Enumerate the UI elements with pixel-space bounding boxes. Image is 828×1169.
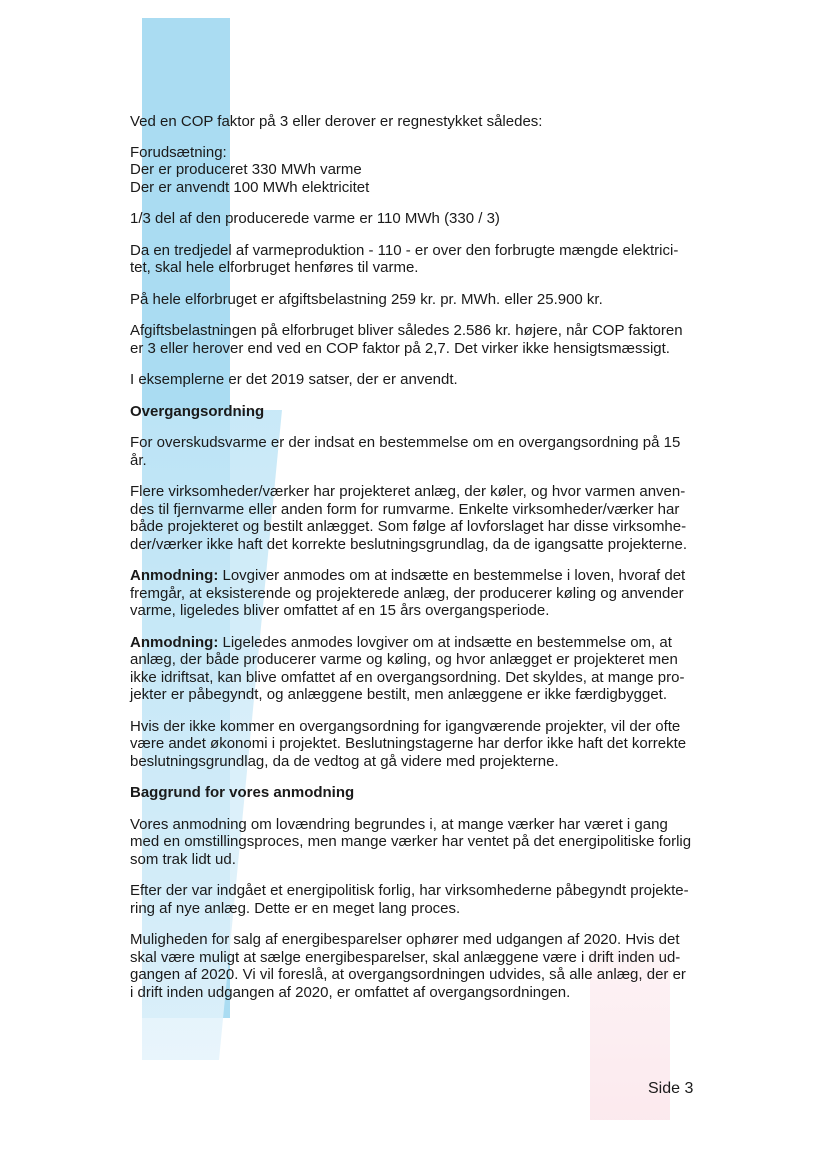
request-label: Anmodning: — [130, 567, 219, 584]
paragraph-burden-line: er 3 eller herover end ved en COP faktor på 2,7. Det virker ikke hensigtsmæssigt. — [130, 339, 670, 357]
paragraph-bg3-line: Muligheden for salg af energibesparelser ophører med udgangen af 2020. Hvis det — [130, 931, 680, 948]
paragraph-request2-line: jekter er påbegyndt, og anlæggene bestilt, men anlæggene er ikke færdigbygget. — [130, 686, 668, 703]
paragraph-surplus-line: For overskudsvarme er der indsat en bestemmelse om en overgangsordning på 15 — [130, 434, 681, 451]
heading-transition: Overgangsordning — [130, 402, 265, 420]
paragraph-companies-line: både projekteret og bestilt anlægget. Som følge af lovforslaget har disse virksomhe- — [130, 518, 687, 535]
paragraph-if-line: beslutningsgrundlag, da de vedtog at gå videre med projekterne. — [130, 752, 559, 770]
paragraph-third-line: Da en tredjedel af varmeproduktion - 110 - er over den forbrugte mængde elektrici- — [130, 241, 679, 259]
paragraph-bg3-line: gangen af 2020. Vi vil foreslå, at overgangsordningen udvides, så alle anlæg, der er — [130, 966, 686, 983]
paragraph-surplus-line: år. — [130, 451, 147, 469]
paragraph-if-line: Hvis der ikke kommer en overgangsordning for igangværende projekter, vil der ofte — [130, 717, 681, 735]
paragraph-bg3-line: skal være muligt at sælge energibesparelser, skal anlæggene være i drift inden ud- — [130, 948, 681, 966]
paragraph-companies-line: der/værker ikke haft det korrekte beslutningsgrundlag, da de igangsatte projekterne. — [130, 535, 687, 553]
request2-text: Ligeledes anmodes lovgiver om at indsætte en bestemmelse om, at — [222, 633, 672, 651]
paragraph-bg2-line: Efter der var indgået et energipolitisk forlig, har virksomhederne påbegyndt projekte- — [130, 882, 689, 899]
paragraph-bg1-line: Vores anmodning om lovændring begrundes i, at mange værker har været i gang — [130, 815, 668, 833]
premise-line: Der er anvendt 100 MWh elektricitet — [130, 178, 370, 196]
heading-background: Baggrund for vores anmodning — [130, 784, 355, 801]
paragraph-bg3-line: i drift inden udgangen af 2020, er omfattet af overgangsordningen. — [130, 983, 571, 1001]
page-number: Side 3 — [648, 1080, 694, 1097]
paragraph-bg1-line: med en omstillingsproces, men mange værker har ventet på det energipolitiske forlig — [130, 833, 692, 850]
paragraph-cop-intro: Ved en COP faktor på 3 eller derover er regnestykket således: — [130, 113, 543, 130]
premise-line: Der er produceret 330 MWh varme — [130, 161, 362, 178]
request-label: Anmodning: — [130, 633, 219, 651]
paragraph-request2-line — [130, 634, 705, 652]
request1-text: Lovgiver anmodes om at indsætte en bestemmelse i loven, hvoraf det — [222, 567, 686, 584]
paragraph-request1-line: varme, ligeledes bliver omfattet af en 15 års overgangsperiode. — [130, 602, 550, 619]
paragraph-request1-line: fremgår, at eksisterende og projekterede anlæg, der producerer køling og anvender — [130, 584, 684, 602]
paragraph-bg1-line: som trak lidt ud. — [130, 850, 236, 868]
document-body — [130, 113, 705, 1001]
paragraph-one-third: 1/3 del af den producerede varme er 110 MWh (330 / 3) — [130, 210, 500, 227]
paragraph-rates: I eksemplerne er det 2019 satser, der er anvendt. — [130, 371, 458, 388]
premise-label: Forudsætning: — [130, 143, 227, 161]
paragraph-bg2-line: ring af nye anlæg. Dette er en meget lang proces. — [130, 899, 461, 917]
paragraph-companies-line: Flere virksomheder/værker har projekteret anlæg, der køler, og hvor varmen anven- — [130, 483, 686, 500]
paragraph-tax: På hele elforbruget er afgiftsbelastning 259 kr. pr. MWh. eller 25.900 kr. — [130, 290, 603, 308]
paragraph-burden-line: Afgiftsbelastningen på elforbruget bliver således 2.586 kr. højere, når COP faktoren — [130, 322, 683, 339]
paragraph-third-line: tet, skal hele elforbruget henføres til varme. — [130, 259, 419, 276]
paragraph-request2-line: anlæg, der både producerer varme og køling, og hvor anlægget er projekteret men — [130, 651, 678, 668]
paragraph-request2-line: ikke idriftsat, kan blive omfattet af en overgangsordning. Det skyldes, at mange pro- — [130, 668, 685, 686]
paragraph-request1-line — [130, 567, 705, 585]
paragraph-companies-line: des til fjernvarme eller anden form for rumvarme. Enkelte virksomheder/værker har — [130, 500, 680, 518]
paragraph-if-line: være andet økonomi i projektet. Beslutningstagerne har derfor ikke haft det korrekte — [130, 735, 687, 752]
